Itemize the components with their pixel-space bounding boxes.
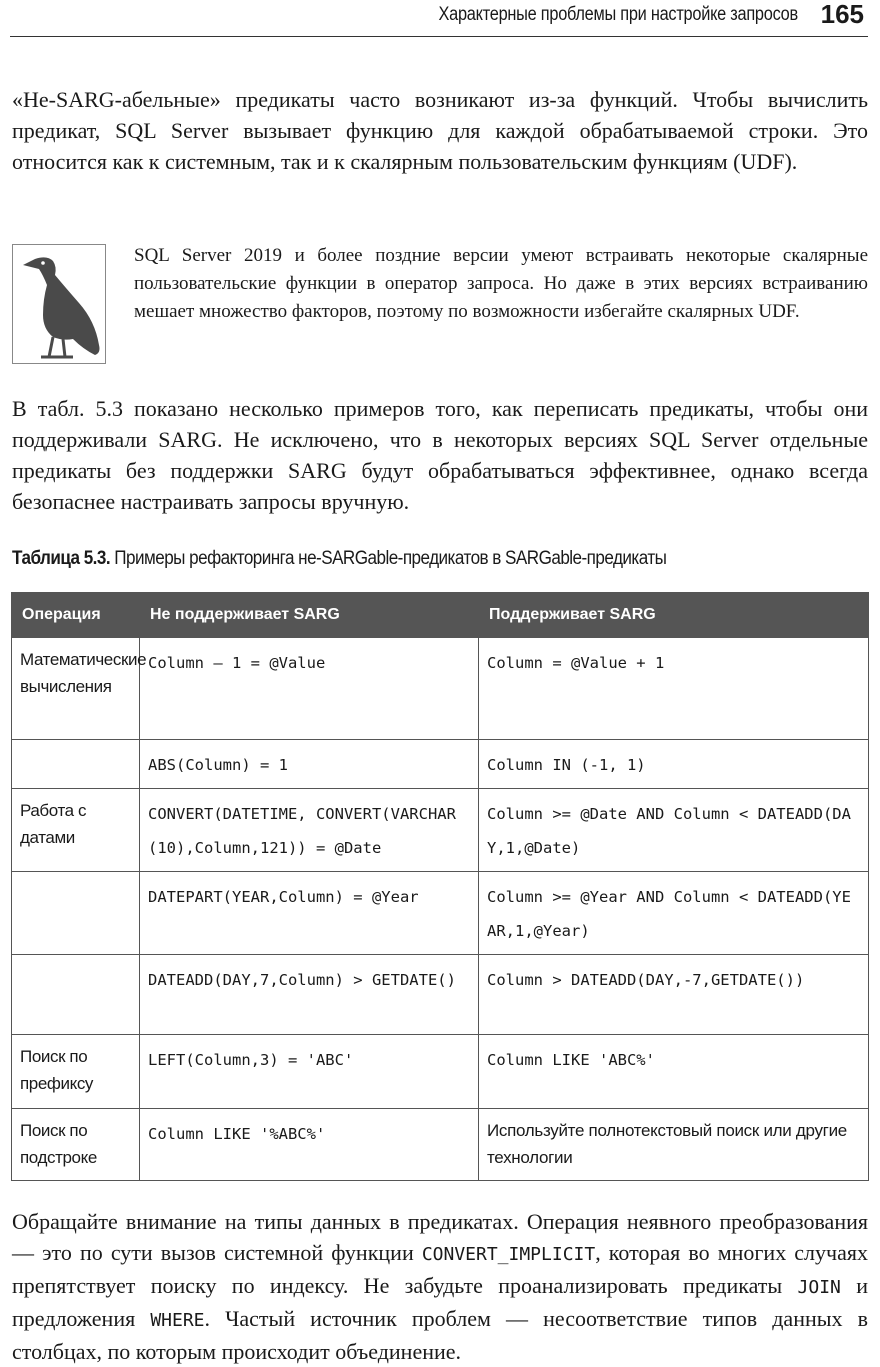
paragraph-text: «Не-SARG-абельные» предикаты часто возникают из-за функций. Чтобы вычислить предикат, SQL Server вызывает функцию для каждой обрабатываемой строки. Это относится как к системным, так и к скалярным пользовательским функциям (UDF).: [12, 87, 868, 174]
page-header: [10, 0, 868, 37]
sarg-cell: Column > DATEADD(DAY,-7,GETDATE()): [479, 955, 869, 1035]
table-row: [12, 955, 869, 1035]
paragraph-text: В табл. 5.3 показано несколько примеров того, как переписать предикаты, чтобы они поддерживали SARG. Не исключено, что в некоторых версиях SQL Server отдельные предикаты без поддержки SARG будут обрабатываться эффективнее, однако всегда безопаснее настраивать запросы вручную.: [12, 396, 868, 514]
text-run: Обращайте внимание на типы данных в предикатах. Операция неявного преобразования — это по сути вызов системной функции: [12, 1209, 868, 1265]
paragraph-data-types: [12, 1206, 868, 1367]
table-row: [12, 638, 869, 740]
table-row: [12, 1109, 869, 1181]
table-header-row: [12, 593, 869, 638]
sarg-cell: Column IN (-1, 1): [479, 740, 869, 789]
non-sarg-cell: DATEADD(DAY,7,Column) > GETDATE(): [140, 955, 479, 1035]
sarg-cell: Используйте полнотекстовый поиск или другие технологии: [479, 1109, 869, 1181]
page-number: 165: [820, 0, 864, 29]
non-sarg-cell: CONVERT(DATETIME, CONVERT(VARCHAR(10),Column,121)) = @Date: [140, 789, 479, 872]
table-row: [12, 789, 869, 872]
header-non-sarg: Не поддерживает SARG: [140, 593, 479, 638]
inline-code: WHERE: [150, 1310, 205, 1331]
operation-cell: Работа с датами: [12, 789, 140, 872]
table-row: [12, 740, 869, 789]
non-sarg-cell: LEFT(Column,3) = 'ABC': [140, 1035, 479, 1109]
table-row: [12, 1035, 869, 1109]
text-run: , которая во многих случаях препятствует поиску по индексу. Не забудьте проанализировать предикаты: [12, 1240, 868, 1298]
paragraph-udf: [12, 84, 868, 177]
operation-cell: [12, 872, 140, 955]
header-sarg: Поддерживает SARG: [479, 593, 869, 638]
paragraph-table-intro: [12, 393, 868, 517]
operation-cell: Математические вычисления: [12, 638, 140, 740]
sarg-cell: Column LIKE 'ABC%': [479, 1035, 869, 1109]
operation-cell: [12, 740, 140, 789]
non-sarg-cell: Column – 1 = @Value: [140, 638, 479, 740]
table-row: [12, 872, 869, 955]
text-run: . Частый источник проблем — несоответствие типов данных в столбцах, по которым происходит объединение.: [12, 1306, 869, 1364]
text-run: и предложения: [12, 1273, 868, 1331]
operation-cell: [12, 955, 140, 1035]
header-operation: Операция: [12, 593, 140, 638]
non-sarg-cell: DATEPART(YEAR,Column) = @Year: [140, 872, 479, 955]
non-sarg-cell: Column LIKE '%ABC%': [140, 1109, 479, 1181]
sarg-cell: Column = @Value + 1: [479, 638, 869, 740]
table-caption-text: Примеры рефакторинга не-SARGable-предикатов в SARGable-предикаты: [114, 548, 667, 569]
note-text: SQL Server 2019 и более поздние версии умеют встраивать некоторые скалярные пользовательские функции в оператор запроса. Но даже в этих версиях встраиванию мешает множество факторов, поэтому по возможности избегайте скалярных UDF.: [134, 245, 868, 322]
operation-cell: Поиск по префиксу: [12, 1035, 140, 1109]
table-caption-label: Таблица 5.3.: [12, 548, 111, 569]
inline-code: CONVERT_IMPLICIT: [421, 1244, 596, 1265]
sarg-cell: Column >= @Date AND Column < DATEADD(DAY,1,@Date): [479, 789, 869, 872]
non-sarg-cell: ABS(Column) = 1: [140, 740, 479, 789]
operation-cell: Поиск по подстроке: [12, 1109, 140, 1181]
running-header-title: Характерные проблемы при настройке запросов: [438, 4, 798, 25]
inline-code: JOIN: [797, 1277, 841, 1298]
table-caption: [12, 548, 782, 570]
sarg-cell: Column >= @Year AND Column < DATEADD(YEAR,1,@Year): [479, 872, 869, 955]
crow-icon: [12, 244, 106, 364]
sarg-table: [11, 592, 869, 1181]
note-box: [12, 240, 868, 366]
paragraph-text: [12, 1206, 868, 1367]
